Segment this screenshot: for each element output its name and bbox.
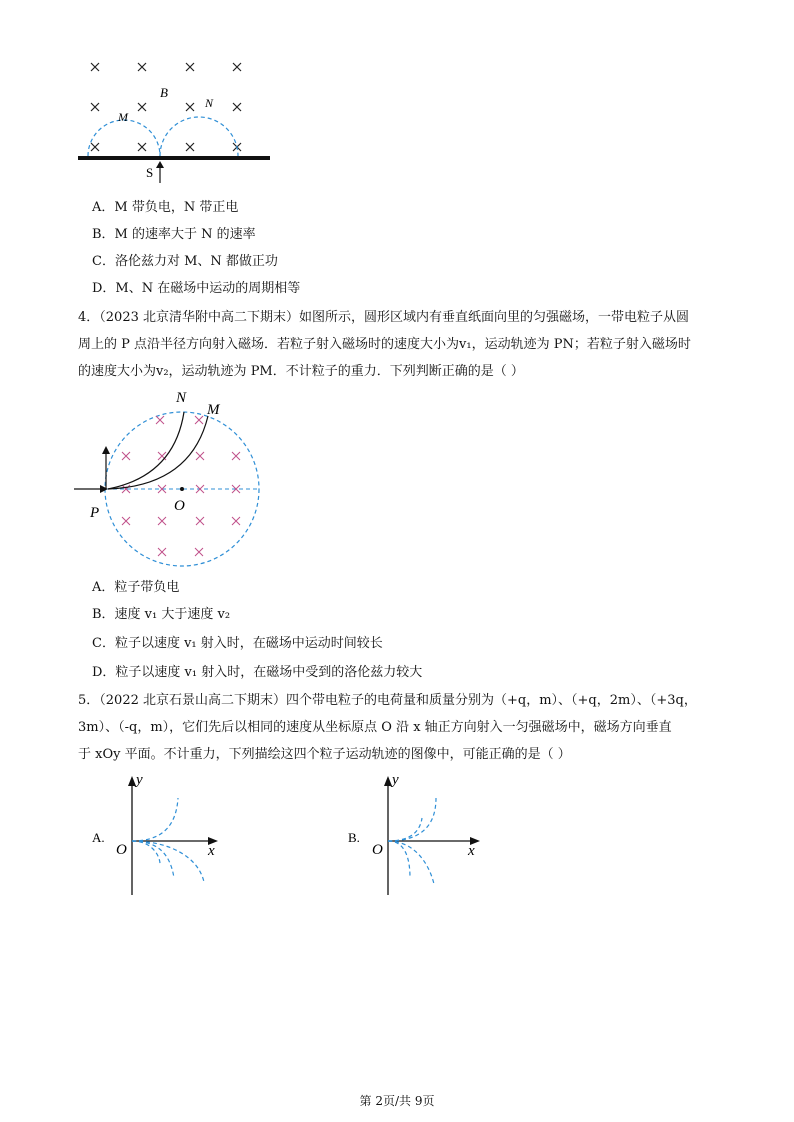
q4-stem-line-1: 4．（2023 北京清华附中高二下期末）如图所示，圆形区域内有垂直纸面向里的匀强磁场，一带电粒子从圆 [78,310,689,325]
q5-graph-b [344,770,484,900]
q4-option-b: B．速度 v₁ 大于速度 v₂ [92,607,231,622]
q4-option-a: A．粒子带负电 [92,580,180,595]
force-arrowhead [102,446,110,454]
option-label: A. [92,830,105,845]
center-dot [180,487,184,491]
option-label: B. [348,830,360,845]
q3-option-c: C．洛伦兹力对 M、N 都做正功 [92,254,278,269]
q3-option-a: A．M 带负电，N 带正电 [92,200,239,215]
q4-option-d: D．粒子以速度 v₁ 射入时，在磁场中受到的洛伦兹力较大 [92,665,423,680]
q5-stem-line-3: 于 xOy 平面。不计重力，下列描绘这四个粒子运动轨迹的图像中，可能正确的是（ ） [78,747,571,762]
field-crosses-magenta [122,416,240,556]
label-s: S [146,165,154,180]
y-axis-arrowhead [128,776,136,786]
figure-semicircle-tracks [70,55,280,185]
label-p: P [90,505,100,521]
field-crosses [91,63,241,151]
q4-stem-line-2: 周上的 P 点沿半径方向射入磁场．若粒子射入磁场时的速度大小为v₁，运动轨迹为 PN；若粒子射入磁场时 [78,337,691,352]
y-label: y [392,772,399,788]
q5-stem-line-2: 3m）、（-q，m），它们先后以相同的速度从坐标原点 O 沿 x 轴正方向射入一匀强磁场中，磁场方向垂直 [78,720,672,735]
label-n: N [205,96,214,110]
trajectories [132,798,204,882]
q3-option-b: B．M 的速率大于 N 的速率 [92,227,256,242]
q4-option-c: C．粒子以速度 v₁ 射入时，在磁场中运动时间较长 [92,636,383,651]
label-m: M [118,110,128,124]
origin-label: O [116,842,127,858]
y-axis-arrowhead [384,776,392,786]
page-number: 第 2页/共 9页 [359,1094,435,1108]
q4-stem-line-3: 的速度大小为v₂，运动轨迹为 PM．不计粒子的重力．下列判断正确的是（ ） [78,364,524,379]
origin-label: O [372,842,383,858]
label-m-fig2: M [207,402,220,418]
track-pn [108,412,184,489]
incident-arrowhead [100,485,108,493]
q5-graph-a [88,770,228,900]
y-label: y [136,772,143,788]
figure-circular-field [66,386,276,576]
source-arrowhead [156,161,164,168]
track-n [160,117,238,156]
plate [78,156,270,160]
x-label: x [468,843,475,859]
label-o-fig2: O [174,498,185,514]
q3-option-d: D．M、N 在磁场中运动的周期相等 [92,281,301,296]
label-n-fig2: N [176,390,187,406]
x-label: x [208,843,215,859]
label-b: B [160,85,168,100]
q5-stem-line-1: 5．（2022 北京石景山高二下期末）四个带电粒子的电荷量和质量分别为（+q，m）、（+q，2m）、（+3q， [78,693,697,708]
